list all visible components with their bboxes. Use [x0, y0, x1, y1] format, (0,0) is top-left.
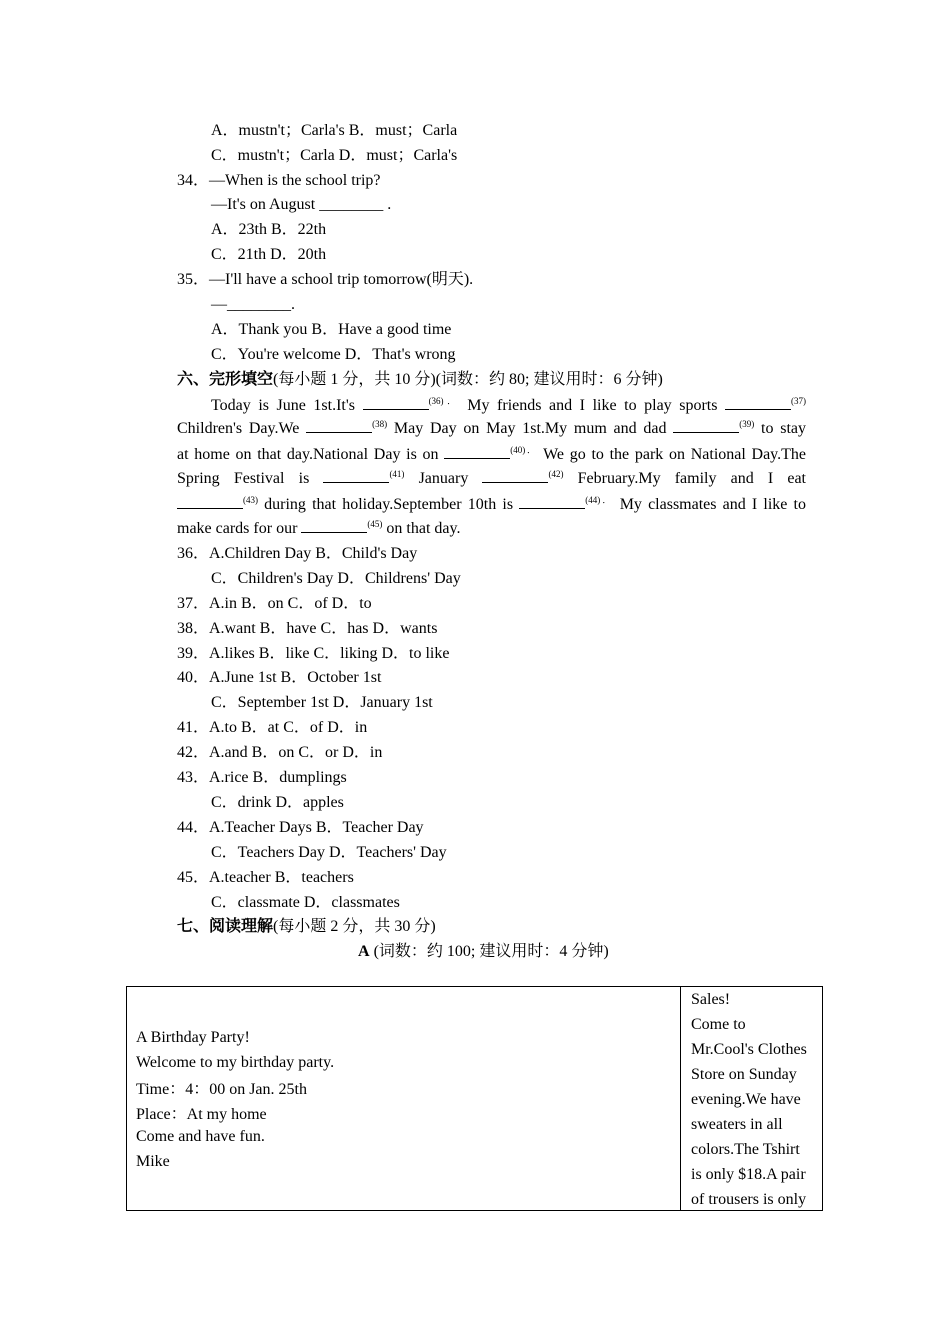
q33-options-cd: C．mustn't；Carla D．must；Carla's [211, 147, 458, 164]
section6-title: 六、完形填空 [177, 371, 274, 388]
blank-44 [519, 494, 585, 509]
q34-options-ab: A．23th B．22th [211, 221, 327, 238]
reading-a-table [126, 986, 823, 1211]
q39-options: 39．A.likes B．like C．liking D．to like [177, 645, 450, 662]
q37-options: 37．A.in B．on C．of D．to [177, 595, 372, 612]
sales-line: evening.We have [691, 1091, 801, 1108]
blank-41 [323, 468, 389, 483]
sales-line: is only $18.A pair [691, 1166, 806, 1183]
blank-number-43: (43) [243, 495, 258, 505]
passage-line-3 [177, 444, 806, 465]
passage-text: Today is June 1st.It's [211, 397, 363, 414]
reading-a-label: A [358, 943, 370, 960]
q35-answer-line: —________. [211, 296, 295, 313]
blank-number-42: (42) [548, 469, 564, 479]
q40-options-ab: 40．A.June 1st B．October 1st [177, 669, 382, 686]
q36-options-cd: C．Children's Day D．Childrens' Day [211, 570, 461, 587]
q44-options-cd: C．Teachers Day D．Teachers' Day [211, 844, 447, 861]
q38-options: 38．A.want B．have C．has D．wants [177, 620, 438, 637]
passage-text: May Day on May 1st.My mum and dad [387, 420, 674, 437]
q41-options: 41．A.to B．at C．of D．in [177, 719, 368, 736]
passage-text: We go to the park on National Day.The [537, 446, 807, 463]
invitation-line: Time：4：00 on Jan. 25th [136, 1081, 307, 1098]
q43-options-ab: 43．A.rice B．dumplings [177, 769, 347, 786]
blank-number-36: (36)． [428, 396, 460, 406]
reading-a-note: (词数：约 100; 建议用时：4 分钟) [369, 943, 609, 960]
section7-heading [177, 917, 436, 937]
q45-options-cd: C．classmate D．classmates [211, 894, 400, 911]
blank-number-40: (40)． [510, 445, 538, 455]
blank-39 [673, 418, 739, 433]
blank-37 [725, 395, 791, 410]
passage-line-5 [177, 494, 806, 515]
sales-line: colors.The Tshirt [691, 1141, 800, 1158]
blank-number-45: (45) [367, 519, 383, 529]
passage-line-6 [177, 518, 460, 539]
q34-answer-line: —It's on August ________ . [211, 196, 392, 213]
table-column-divider [680, 987, 681, 1210]
passage-line-1 [211, 395, 806, 416]
blank-43 [177, 494, 243, 509]
sales-line: of trousers is only [691, 1191, 807, 1208]
q35-options-ab: A．Thank you B．Have a good time [211, 321, 452, 338]
sales-line: Store on Sunday [691, 1066, 797, 1083]
invitation-line: Place：At my home [136, 1106, 267, 1123]
q42-options: 42．A.and B．on C．or D．in [177, 744, 383, 761]
sales-line: Mr.Cool's Clothes [691, 1041, 807, 1058]
q33-options-ab: A．mustn't；Carla's B．must；Carla [211, 122, 458, 139]
blank-number-37: (37) [791, 396, 807, 406]
q34-options-cd: C．21th D．20th [211, 246, 327, 263]
passage-line-4 [177, 468, 806, 489]
passage-text: to stay [754, 420, 806, 437]
q40-options-cd: C．September 1st D．January 1st [211, 694, 433, 711]
q34-stem: 34．—When is the school trip? [177, 172, 381, 189]
blank-45 [301, 518, 367, 533]
q45-options-ab: 45．A.teacher B．teachers [177, 869, 354, 886]
invitation-line: Mike [136, 1153, 170, 1170]
blank-38 [306, 418, 372, 433]
blank-number-39: (39) [739, 419, 755, 429]
blank-42 [482, 468, 548, 483]
invitation-line: Welcome to my birthday party. [136, 1054, 335, 1071]
blank-number-38: (38) [372, 419, 388, 429]
section7-note: (每小题 2 分，共 30 分) [273, 918, 436, 935]
passage-text: Spring Festival is [177, 470, 324, 487]
blank-40 [444, 444, 510, 459]
reading-a-heading [358, 942, 609, 962]
passage-text: on that day. [382, 520, 461, 537]
q44-options-ab: 44．A.Teacher Days B．Teacher Day [177, 819, 424, 836]
passage-text: at home on that day.National Day is on [177, 446, 445, 463]
invitation-line: A Birthday Party! [136, 1029, 250, 1046]
section7-title: 七、阅读理解 [177, 918, 274, 935]
passage-text: February.My family and I eat [563, 470, 806, 487]
sales-line: sweaters in all [691, 1116, 783, 1133]
passage-text: My friends and I like to play sports [459, 397, 726, 414]
section6-note: (每小题 1 分，共 10 分)(词数：约 80; 建议用时：6 分钟) [273, 371, 663, 388]
blank-number-41: (41) [389, 469, 405, 479]
q36-options-ab: 36．A.Children Day B．Child's Day [177, 545, 418, 562]
sales-line: Come to [691, 1016, 746, 1033]
passage-text: during that holiday.September 10th is [258, 496, 520, 513]
invitation-line: Come and have fun. [136, 1128, 265, 1145]
passage-text: Children's Day.We [177, 420, 307, 437]
section6-heading [177, 370, 663, 390]
sales-line: Sales! [691, 991, 731, 1008]
passage-text: January [404, 470, 483, 487]
passage-text: My classmates and I like to [613, 496, 806, 513]
q35-options-cd: C．You're welcome D．That's wrong [211, 346, 456, 363]
passage-text: make cards for our [177, 520, 302, 537]
q35-stem: 35．—I'll have a school trip tomorrow(明天). [177, 271, 474, 288]
passage-line-2 [177, 418, 806, 439]
blank-number-44: (44)． [585, 495, 614, 505]
blank-36 [363, 395, 429, 410]
q43-options-cd: C．drink D．apples [211, 794, 344, 811]
